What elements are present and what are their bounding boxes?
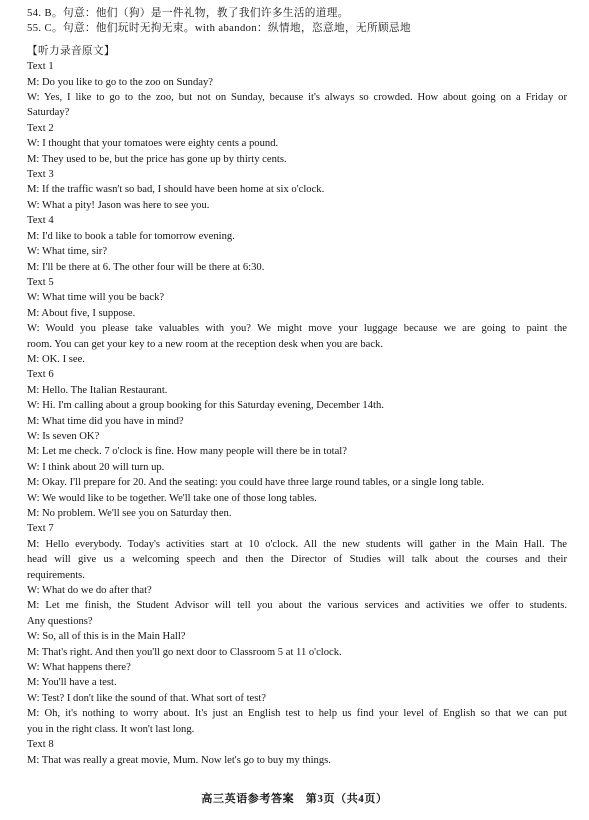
transcript-line: M: No problem. We'll see you on Saturday then. xyxy=(27,508,232,519)
transcript-line: M: Let me finish, the Student Advisor will tell you about the various services and activities we offer to students. xyxy=(27,600,567,612)
transcript-line: M: Hello everybody. Today's activities start at 10 o'clock. All the new students will gather in the Main Hall. The xyxy=(27,538,567,550)
transcript-line: W: What do we do after that? xyxy=(27,585,152,597)
transcript-line: W: I think about 20 will turn up. xyxy=(27,461,165,473)
transcript-line: W: We would like to be together. We'll take one of those long tables. xyxy=(27,492,317,504)
transcript-line: W: What time, sir? xyxy=(27,246,108,258)
transcript-line: W: Yes, I like to go to the zoo, but not on Sunday, because it's always so crowded. How about going on a Friday or xyxy=(27,92,567,104)
transcript-section-label: Text 4 xyxy=(27,215,54,227)
transcript-line: W: Is seven OK? xyxy=(27,430,100,442)
transcript-line: W: Test? I don't like the sound of that. What sort of test? xyxy=(27,692,266,704)
transcript-line: W: Would you please take valuables with you? We might move your luggage because we are going to paint the xyxy=(27,323,567,335)
transcript-line: W: Hi. I'm calling about a group booking for this Saturday evening, December 14th. xyxy=(27,400,384,412)
transcript-section-label: Text 3 xyxy=(27,169,54,181)
transcript-section-label: Text 6 xyxy=(27,369,54,381)
transcript-line: M: That was really a great movie, Mum. Now let's go to buy my things. xyxy=(27,754,331,766)
transcript-line: Saturday? xyxy=(27,107,70,119)
section-spacer xyxy=(27,37,567,44)
transcript-line: M: Hello. The Italian Restaurant. xyxy=(27,384,168,396)
transcript-section-label: Text 8 xyxy=(27,739,54,751)
transcript-section-label: Text 7 xyxy=(27,523,54,535)
transcript-line: requirements. xyxy=(27,569,85,581)
page-footer: 高三英语参考答案 第3页（共4页） xyxy=(201,793,388,805)
transcript-section-label: Text 5 xyxy=(27,276,54,288)
transcript-line: M: They used to be, but the price has gone up by thirty cents. xyxy=(27,153,287,165)
transcript-line: W: What time will you be back? xyxy=(27,292,165,304)
transcript-section-label: Text 1 xyxy=(27,61,54,73)
answer-54: 54. B。句意：他们（狗）是一件礼物，教了我们许多生活的道理。 xyxy=(27,8,349,19)
section-heading: 【听力录音原文】 xyxy=(27,45,115,57)
transcript-line: you in the right class. It won't last long. xyxy=(27,723,195,735)
transcript-line: M: What time did you have in mind? xyxy=(27,415,184,427)
transcript-line: W: So, all of this is in the Main Hall? xyxy=(27,631,186,643)
document-body xyxy=(27,6,567,768)
transcript-line: M: I'll be there at 6. The other four will be there at 6:30. xyxy=(27,261,265,273)
transcript-line: W: I thought that your tomatoes were eighty cents a pound. xyxy=(27,138,279,150)
transcript-line: Any questions? xyxy=(27,615,93,627)
transcript-line: M: Do you like to go to the zoo on Sunday? xyxy=(27,76,213,88)
transcript-line: M: You'll have a test. xyxy=(27,677,117,689)
transcript-line: W: What a pity! Jason was here to see you. xyxy=(27,199,210,211)
transcript-line: M: Let me check. 7 o'clock is fine. How many people will there be in total? xyxy=(27,446,347,458)
transcript-line: M: I'd like to book a table for tomorrow evening. xyxy=(27,230,235,242)
listening-transcript xyxy=(27,59,567,768)
transcript-line: M: OK. I see. xyxy=(27,353,85,365)
transcript-line: M: Oh, it's nothing to worry about. It's just an English test to help us find your level of English so that we can put xyxy=(27,708,567,720)
answer-explanations xyxy=(27,6,567,37)
transcript-line: head will give us a welcoming speech and then the Director of Studies will talk about the courses and their xyxy=(27,554,567,566)
transcript-section-label: Text 2 xyxy=(27,122,54,134)
transcript-line: M: Okay. I'll prepare for 20. And the seating: you could have three large round tables, or a single long table. xyxy=(27,477,485,489)
transcript-line: M: About five, I suppose. xyxy=(27,307,136,319)
transcript-line: room. You can get your key to a new room at the reception desk when you are back. xyxy=(27,338,383,350)
transcript-line: M: If the traffic wasn't so bad, I should have been home at six o'clock. xyxy=(27,184,325,196)
transcript-line: M: That's right. And then you'll go next door to Classroom 5 at 11 o'clock. xyxy=(27,646,342,658)
answer-55: 55. C。句意：他们玩时无拘无束。with abandon：纵情地，恣意地，无所顾忌地 xyxy=(27,23,411,35)
transcript-line: W: What happens there? xyxy=(27,662,131,674)
